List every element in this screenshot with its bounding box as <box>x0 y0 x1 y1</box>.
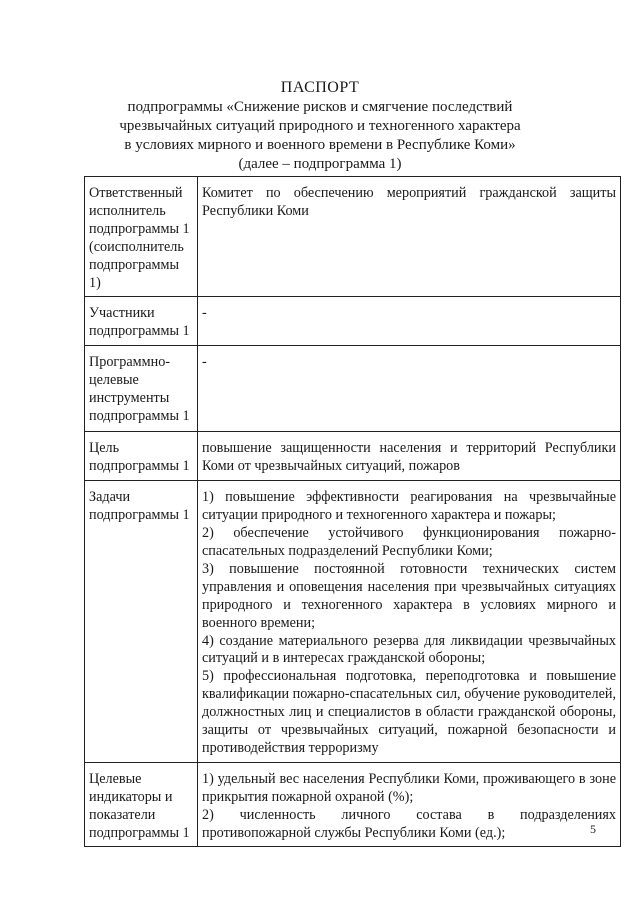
document-title: ПАСПОРТ <box>280 79 360 96</box>
row-value <box>198 432 621 481</box>
row-value-paragraph: 5) профессиональная подготовка, переподготовка и повышение квалификации пожарно-спасательных сил, обучение руководителей, должностных лиц и специалистов в области гражданской обороны, защиты от чрезвычайных ситуаций, пожарной безопасности и противодействия терроризму <box>202 668 616 756</box>
row-value-paragraph: повышение защищенности населения и территорий Республики Коми от чрезвычайных ситуаций, пожаров <box>202 440 616 475</box>
row-label: Участники подпрограммы 1 <box>85 297 198 346</box>
row-value-paragraph: 2) обеспечение устойчивого функционирования пожарно-спасательных подразделений Республики Коми; <box>202 525 616 559</box>
row-value <box>198 481 621 763</box>
table-row-responsible <box>85 177 621 297</box>
row-value-paragraph: 1) удельный вес населения Республики Коми, проживающего в зоне прикрытия пожарной охраной (%); <box>202 770 616 805</box>
table-row-instruments <box>85 346 621 432</box>
table-row-participants <box>85 297 621 346</box>
page-number: 5 <box>590 822 596 836</box>
row-value-paragraph: 4) создание материального резерва для ликвидации чрезвычайных ситуаций и в интересах гражданской обороны; <box>202 632 616 667</box>
row-label: Целевые индикаторы и показатели подпрограммы 1 <box>85 762 198 847</box>
row-label: Программно-целевые инструменты подпрограммы 1 <box>85 346 198 432</box>
row-label: Цель подпрограммы 1 <box>85 432 198 481</box>
passport-table <box>84 176 621 847</box>
row-value-paragraph: 2) численность личного состава в подразделениях противопожарной службы Республики Коми (ед.); <box>202 806 616 841</box>
row-value <box>198 346 621 432</box>
row-label: Задачи подпрограммы 1 <box>85 481 198 763</box>
row-value <box>198 177 621 297</box>
subtitle-line-3: в условиях мирного и военного времени в Республике Коми» <box>124 137 516 153</box>
row-value <box>198 762 621 847</box>
subtitle-line-2: чрезвычайных ситуаций природного и техногенного характера <box>119 118 521 134</box>
row-value-paragraph: Комитет по обеспечению мероприятий гражданской защиты Республики Коми <box>202 185 616 219</box>
row-value-paragraph: 3) повышение постоянной готовности технических систем управления и оповещения населения при чрезвычайных ситуациях природного и техногенного характера в условиях мирного и военного времени; <box>202 560 616 631</box>
row-value <box>198 297 621 346</box>
table-row-indicators <box>85 762 621 847</box>
row-value-paragraph: 1) повышение эффективности реагирования на чрезвычайные ситуации природного и техногенного характера и пожары; <box>202 489 616 524</box>
table-row-tasks <box>85 481 621 763</box>
subtitle-line-1: подпрограммы «Снижение рисков и смягчение последствий <box>127 99 513 115</box>
row-label: Ответственный исполнитель подпрограммы 1 (соисполнитель подпрограммы 1) <box>85 177 198 297</box>
document-header <box>0 78 640 174</box>
table-row-goal <box>85 432 621 481</box>
row-value-paragraph: - <box>202 305 207 322</box>
row-value-paragraph: - <box>202 354 207 371</box>
subtitle-line-4: (далее – подпрограмма 1) <box>238 156 402 172</box>
